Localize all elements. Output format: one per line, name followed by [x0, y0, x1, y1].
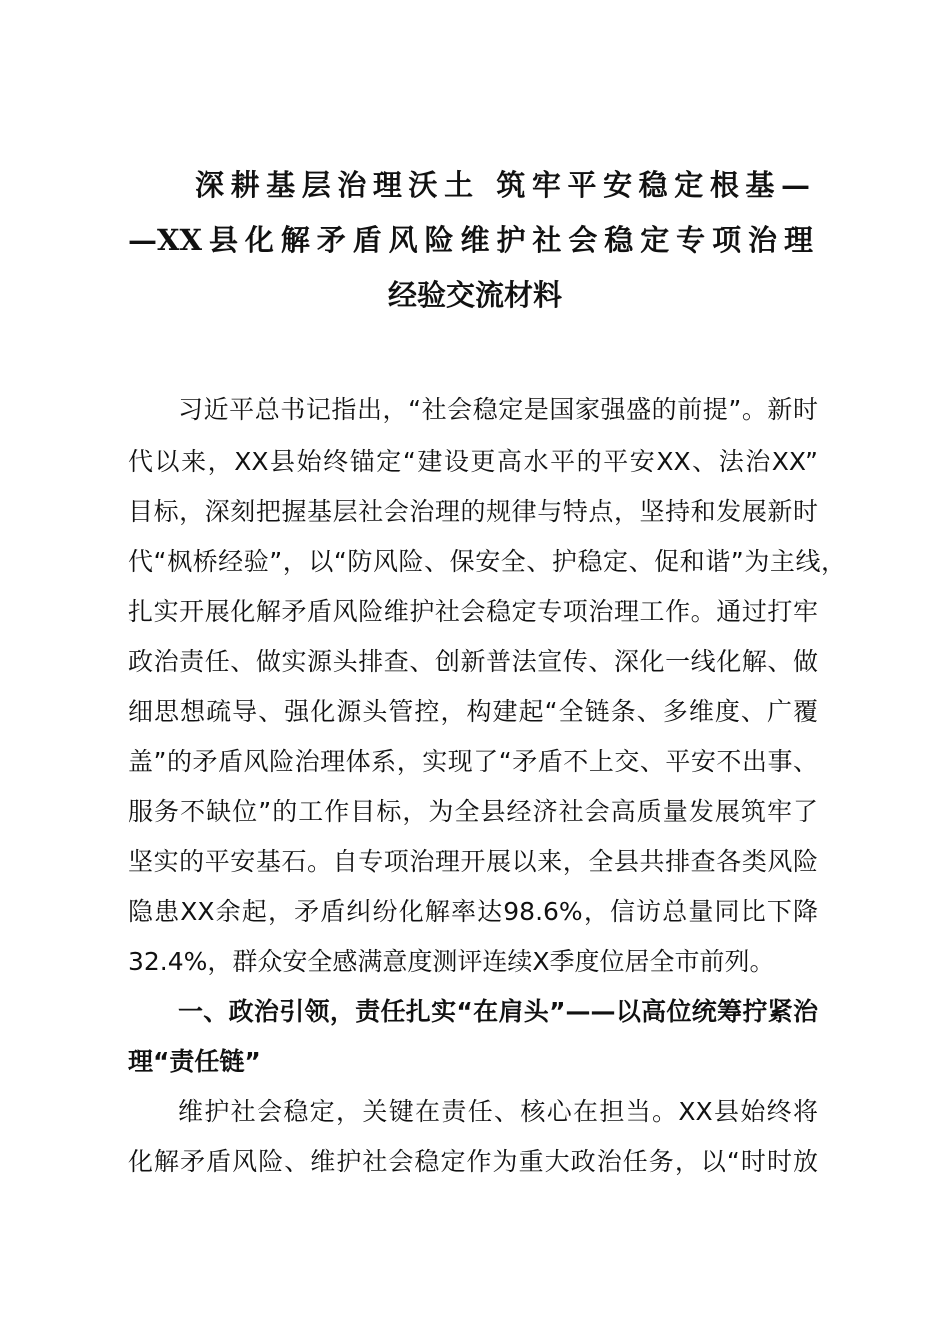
intro-line: 32.4%，群众安全感满意度测评连续X季度位居全市前列。 — [128, 947, 775, 976]
section-heading-line: 一、政治引领，责任扎实“在肩头”——以高位统筹拧紧治 — [178, 997, 818, 1026]
section-body-line: 维护社会稳定，关键在责任、核心在担当。XX县始终将 — [178, 1097, 818, 1126]
intro-line: 盖”的矛盾风险治理体系，实现了“矛盾不上交、平安不出事、 — [128, 747, 818, 776]
title-line-2: —XX县化解矛盾风险维护社会稳定专项治理 — [128, 223, 813, 257]
intro-line: 细思想疏导、强化源头管控，构建起“全链条、多维度、广覆 — [128, 697, 818, 726]
intro-line: 目标，深刻把握基层社会治理的规律与特点，坚持和发展新时 — [128, 497, 818, 526]
intro-line: 服务不缺位”的工作目标，为全县经济社会高质量发展筑牢了 — [128, 797, 818, 826]
intro-line: 代“枫桥经验”，以“防风险、保安全、护稳定、促和谐”为主线， — [128, 547, 846, 576]
intro-line: 隐患XX余起，矛盾纠纷化解率达98.6%，信访总量同比下降 — [128, 897, 818, 926]
intro-line: 代以来，XX县始终锚定“建设更高水平的平安XX、法治XX” — [128, 447, 818, 476]
intro-line: 坚实的平安基石。自专项治理开展以来，全县共排查各类风险 — [128, 847, 818, 876]
section-heading-line: 理“责任链” — [128, 1047, 261, 1076]
intro-line: 政治责任、做实源头排查、创新普法宣传、深化一线化解、做 — [128, 647, 818, 676]
title-line-3: 经验交流材料 — [387, 278, 562, 312]
section-body-line: 化解矛盾风险、维护社会稳定作为重大政治任务，以“时时放 — [128, 1147, 818, 1176]
intro-line: 习近平总书记指出，“社会稳定是国家强盛的前提”。新时 — [178, 395, 818, 424]
intro-line: 扎实开展化解矛盾风险维护社会稳定专项治理工作。通过打牢 — [128, 597, 818, 626]
title-line-1: 深耕基层治理沃土 筑牢平安稳定根基— — [195, 168, 810, 202]
